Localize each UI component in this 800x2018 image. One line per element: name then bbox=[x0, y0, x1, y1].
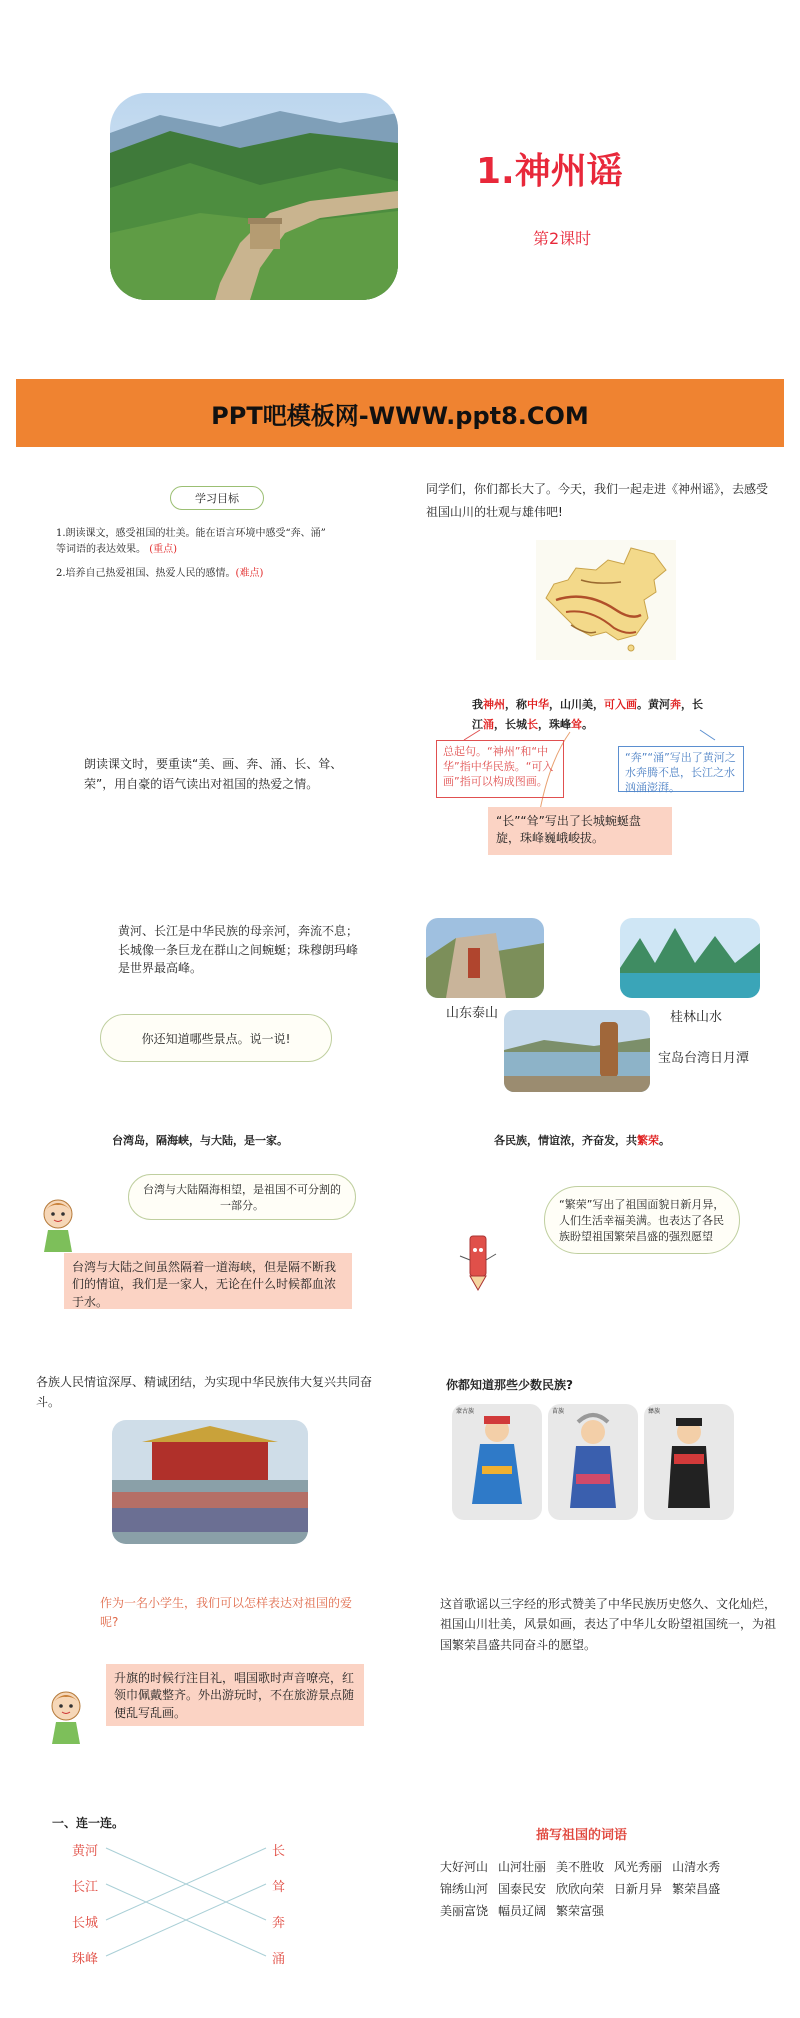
taiwan-cloud: 台湾与大陆隔海相望，是祖国不可分割的一部分。 bbox=[128, 1174, 356, 1220]
word: 山河壮丽 bbox=[498, 1860, 547, 1874]
love-answer-box: 升旗的时候行注目礼，唱国歌时声音嘹亮，红领巾佩戴整齐。外出游玩时，不在旅游景点随便乱写乱画。 bbox=[106, 1664, 364, 1726]
reading-tip-text: 朗读课文时，要重读“美、画、奔、涌、长、耸、荣”，用自豪的语气读出对祖国的热爱之情。 bbox=[84, 757, 343, 792]
left-item-4[interactable]: 珠峰 bbox=[72, 1952, 99, 1967]
slide-reading-tip bbox=[0, 680, 400, 880]
word-bank-title: 描写祖国的词语 bbox=[536, 1828, 628, 1843]
caption-sun-moon-lake: 宝岛台湾日月潭 bbox=[658, 1051, 750, 1066]
slide-express-love bbox=[0, 1580, 400, 1780]
scenery-question-cloud: 你还知道哪些景点。说一说! bbox=[100, 1014, 332, 1062]
slide-minority-groups bbox=[400, 1360, 800, 1560]
matching-lines bbox=[0, 1800, 400, 2018]
left-item-1[interactable]: 黄河 bbox=[72, 1844, 99, 1859]
word-row-1 bbox=[440, 1858, 730, 1875]
word: 幅员辽阔 bbox=[498, 1904, 547, 1918]
girl-cartoon-icon bbox=[36, 1196, 80, 1254]
lesson-title: 1.神州谣 bbox=[476, 151, 623, 192]
tiananmen-photo bbox=[112, 1420, 308, 1544]
verse-line-1: 我神州，称中华，山川美，可入画。黄河奔，长 bbox=[472, 698, 703, 711]
word: 国泰民安 bbox=[498, 1882, 547, 1896]
word: 日新月异 bbox=[614, 1882, 663, 1896]
taiwan-box: 台湾与大陆之间虽然隔着一道海峡，但是隔不断我们的情谊，我们是一家人，无论在什么时候都血浓于水。 bbox=[64, 1253, 352, 1309]
slide-scenery-text bbox=[0, 900, 400, 1100]
scenery-text: 黄河、长江是中华民族的母亲河，奔流不息；长城像一条巨龙在群山之间蜿蜒；珠穆朗玛峰是世界最高峰。 bbox=[118, 924, 359, 976]
intro-text: 同学们，你们都长大了。今天，我们一起走进《神州谣》，去感受祖国山川的壮观与雄伟吧! bbox=[426, 482, 769, 519]
right-item-1[interactable]: 长 bbox=[272, 1844, 286, 1859]
matching-title: 一、连一连。 bbox=[52, 1816, 125, 1830]
unity-text: 各族人民情谊深厚、精诚团结，为实现中华民族伟大复兴共同奋斗。 bbox=[36, 1375, 373, 1410]
slide-unity-verse bbox=[400, 1130, 800, 1330]
pencil-cartoon-icon bbox=[456, 1232, 500, 1292]
slide-scenic-photos bbox=[400, 900, 800, 1100]
word: 锦绣山河 bbox=[440, 1882, 489, 1896]
word: 大好河山 bbox=[440, 1860, 489, 1874]
word-row-2 bbox=[440, 1880, 730, 1897]
great-wall-photo bbox=[110, 93, 398, 300]
slide-matching bbox=[0, 1800, 400, 2018]
yi-label: 彝族 bbox=[648, 1408, 661, 1415]
left-item-3[interactable]: 长城 bbox=[72, 1916, 99, 1931]
note-pink: “长”“耸”写出了长城蜿蜒盘旋，珠峰巍峨峻拔。 bbox=[488, 807, 672, 855]
minority-title: 你都知道那些少数民族? bbox=[446, 1378, 573, 1392]
love-question: 作为一名小学生，我们可以怎样表达对祖国的爱呢? bbox=[100, 1596, 353, 1629]
word: 繁荣昌盛 bbox=[672, 1882, 721, 1896]
taiwan-verse: 台湾岛，隔海峡，与大陆，是一家。 bbox=[112, 1134, 288, 1147]
slide-learning-goals bbox=[0, 470, 400, 670]
sun-moon-lake-photo bbox=[504, 1010, 650, 1092]
word: 欣欣向荣 bbox=[556, 1882, 605, 1896]
caption-taishan: 山东泰山 bbox=[446, 1006, 499, 1021]
china-map bbox=[536, 540, 676, 660]
right-item-3[interactable]: 奔 bbox=[272, 1916, 286, 1931]
lesson-subtitle: 第2课时 bbox=[533, 229, 592, 248]
miao-label: 苗族 bbox=[552, 1408, 565, 1415]
note-blue: “奔”“涌”写出了黄河之水奔腾不息，长江之水汹涌澎湃。 bbox=[618, 746, 744, 792]
unity-cloud: “繁荣”写出了祖国面貌日新月异，人们生活幸福美满。也表达了各民族盼望祖国繁荣昌盛的强烈愿望 bbox=[544, 1186, 740, 1254]
left-item-2[interactable]: 长江 bbox=[72, 1880, 99, 1895]
note-red: 总起句。“神州”和“中华”指中华民族。“可入画”指可以构成图画。 bbox=[436, 740, 564, 798]
guilin-photo bbox=[620, 918, 760, 998]
word: 美不胜收 bbox=[556, 1860, 605, 1874]
girl-cartoon-icon-2 bbox=[44, 1688, 88, 1746]
miao-figure bbox=[548, 1404, 638, 1520]
word: 山清水秀 bbox=[672, 1860, 721, 1874]
goal-badge: 学习目标 bbox=[170, 486, 264, 510]
yi-figure bbox=[644, 1404, 734, 1520]
banner-text: PPT吧模板网-WWW.ppt8.COM bbox=[211, 401, 589, 430]
banner bbox=[16, 379, 784, 447]
slide-unity-photo bbox=[0, 1360, 400, 1560]
slide-intro-map bbox=[400, 470, 800, 670]
goal-2: 2.培养自己热爱祖国、热爱人民的感情。(难点) bbox=[56, 568, 264, 579]
right-item-4[interactable]: 涌 bbox=[272, 1952, 286, 1967]
right-item-2[interactable]: 耸 bbox=[272, 1880, 286, 1895]
goal-1: 1.朗读课文，感受祖国的壮美。能在语言环境中感受“奔、涌” 等词语的表达效果。 (重点) bbox=[56, 528, 326, 555]
mongol-figure bbox=[452, 1404, 542, 1520]
slide-word-bank bbox=[400, 1800, 800, 2018]
mongol-label: 蒙古族 bbox=[456, 1408, 475, 1415]
word: 风光秀丽 bbox=[614, 1860, 663, 1874]
word-row-3 bbox=[440, 1902, 614, 1919]
slide-taiwan bbox=[0, 1130, 400, 1330]
unity-verse: 各民族，情谊浓，齐奋发，共繁荣。 bbox=[494, 1134, 670, 1147]
caption-guilin: 桂林山水 bbox=[670, 1010, 723, 1025]
verse-line-2: 江涌，长城长，珠峰耸。 bbox=[472, 718, 593, 731]
taishan-photo bbox=[426, 918, 544, 998]
word: 美丽富饶 bbox=[440, 1904, 489, 1918]
slide-title bbox=[0, 0, 800, 370]
summary-text: 这首歌谣以三字经的形式赞美了中华民族历史悠久、文化灿烂，祖国山川壮美，风景如画，表达了中华儿女盼望祖国统一，为祖国繁荣昌盛共同奋斗的愿望。 bbox=[440, 1597, 777, 1652]
slide-summary bbox=[400, 1580, 800, 1780]
word: 繁荣富强 bbox=[556, 1904, 605, 1918]
slide-annotated-verse bbox=[400, 680, 800, 880]
